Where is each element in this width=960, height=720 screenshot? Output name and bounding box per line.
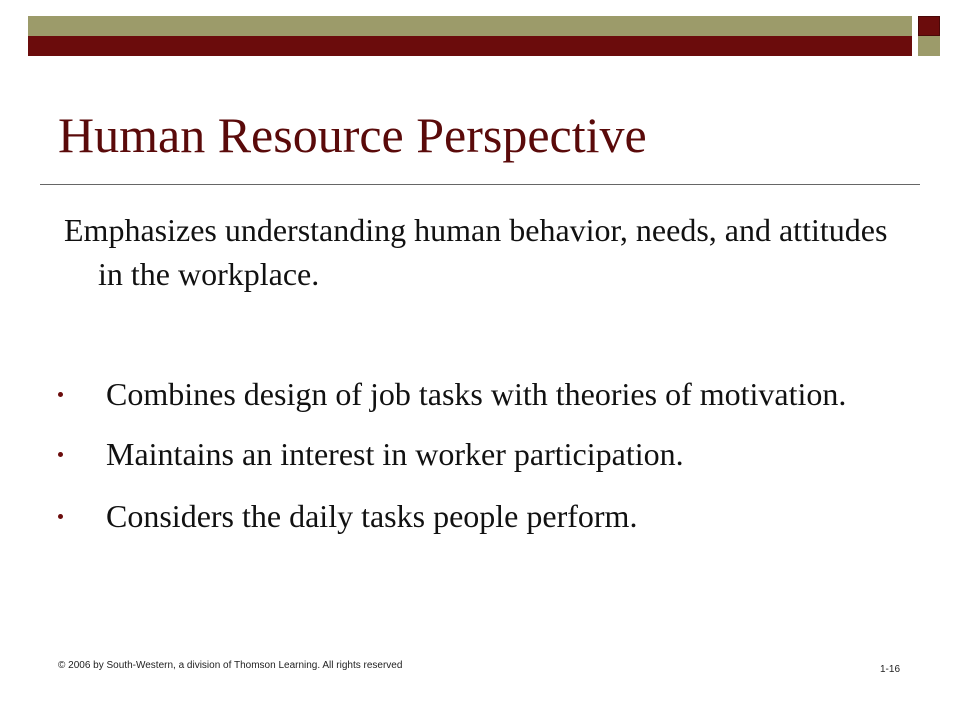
footer-page-number: 1-16 bbox=[880, 664, 901, 675]
bullet-list bbox=[54, 372, 914, 556]
bullet-item bbox=[54, 494, 914, 538]
bullet-text: Considers the daily tasks people perform. bbox=[106, 498, 638, 534]
slide-title: Human Resource Perspective bbox=[58, 107, 647, 163]
header-olive-bar bbox=[28, 16, 912, 36]
bullet-item bbox=[54, 432, 914, 476]
header-maroon-square bbox=[918, 16, 940, 36]
footer-copyright: © 2006 by South-Western, a division of Thomson Learning. All rights reserved bbox=[58, 660, 403, 671]
bullet-dot-icon bbox=[58, 514, 63, 519]
title-divider bbox=[40, 184, 920, 185]
bullet-text: Maintains an interest in worker participation. bbox=[106, 436, 684, 472]
header-maroon-bar bbox=[28, 36, 912, 56]
header-olive-square bbox=[918, 36, 940, 56]
header-decoration bbox=[0, 0, 960, 64]
bullet-dot-icon bbox=[58, 392, 63, 397]
intro-paragraph bbox=[64, 208, 898, 296]
bullet-item bbox=[54, 372, 914, 416]
bullet-text: Combines design of job tasks with theories of motivation. bbox=[106, 376, 847, 412]
intro-text: Emphasizes understanding human behavior, needs, and attitudes in the workplace. bbox=[64, 212, 888, 292]
bullet-dot-icon bbox=[58, 452, 63, 457]
